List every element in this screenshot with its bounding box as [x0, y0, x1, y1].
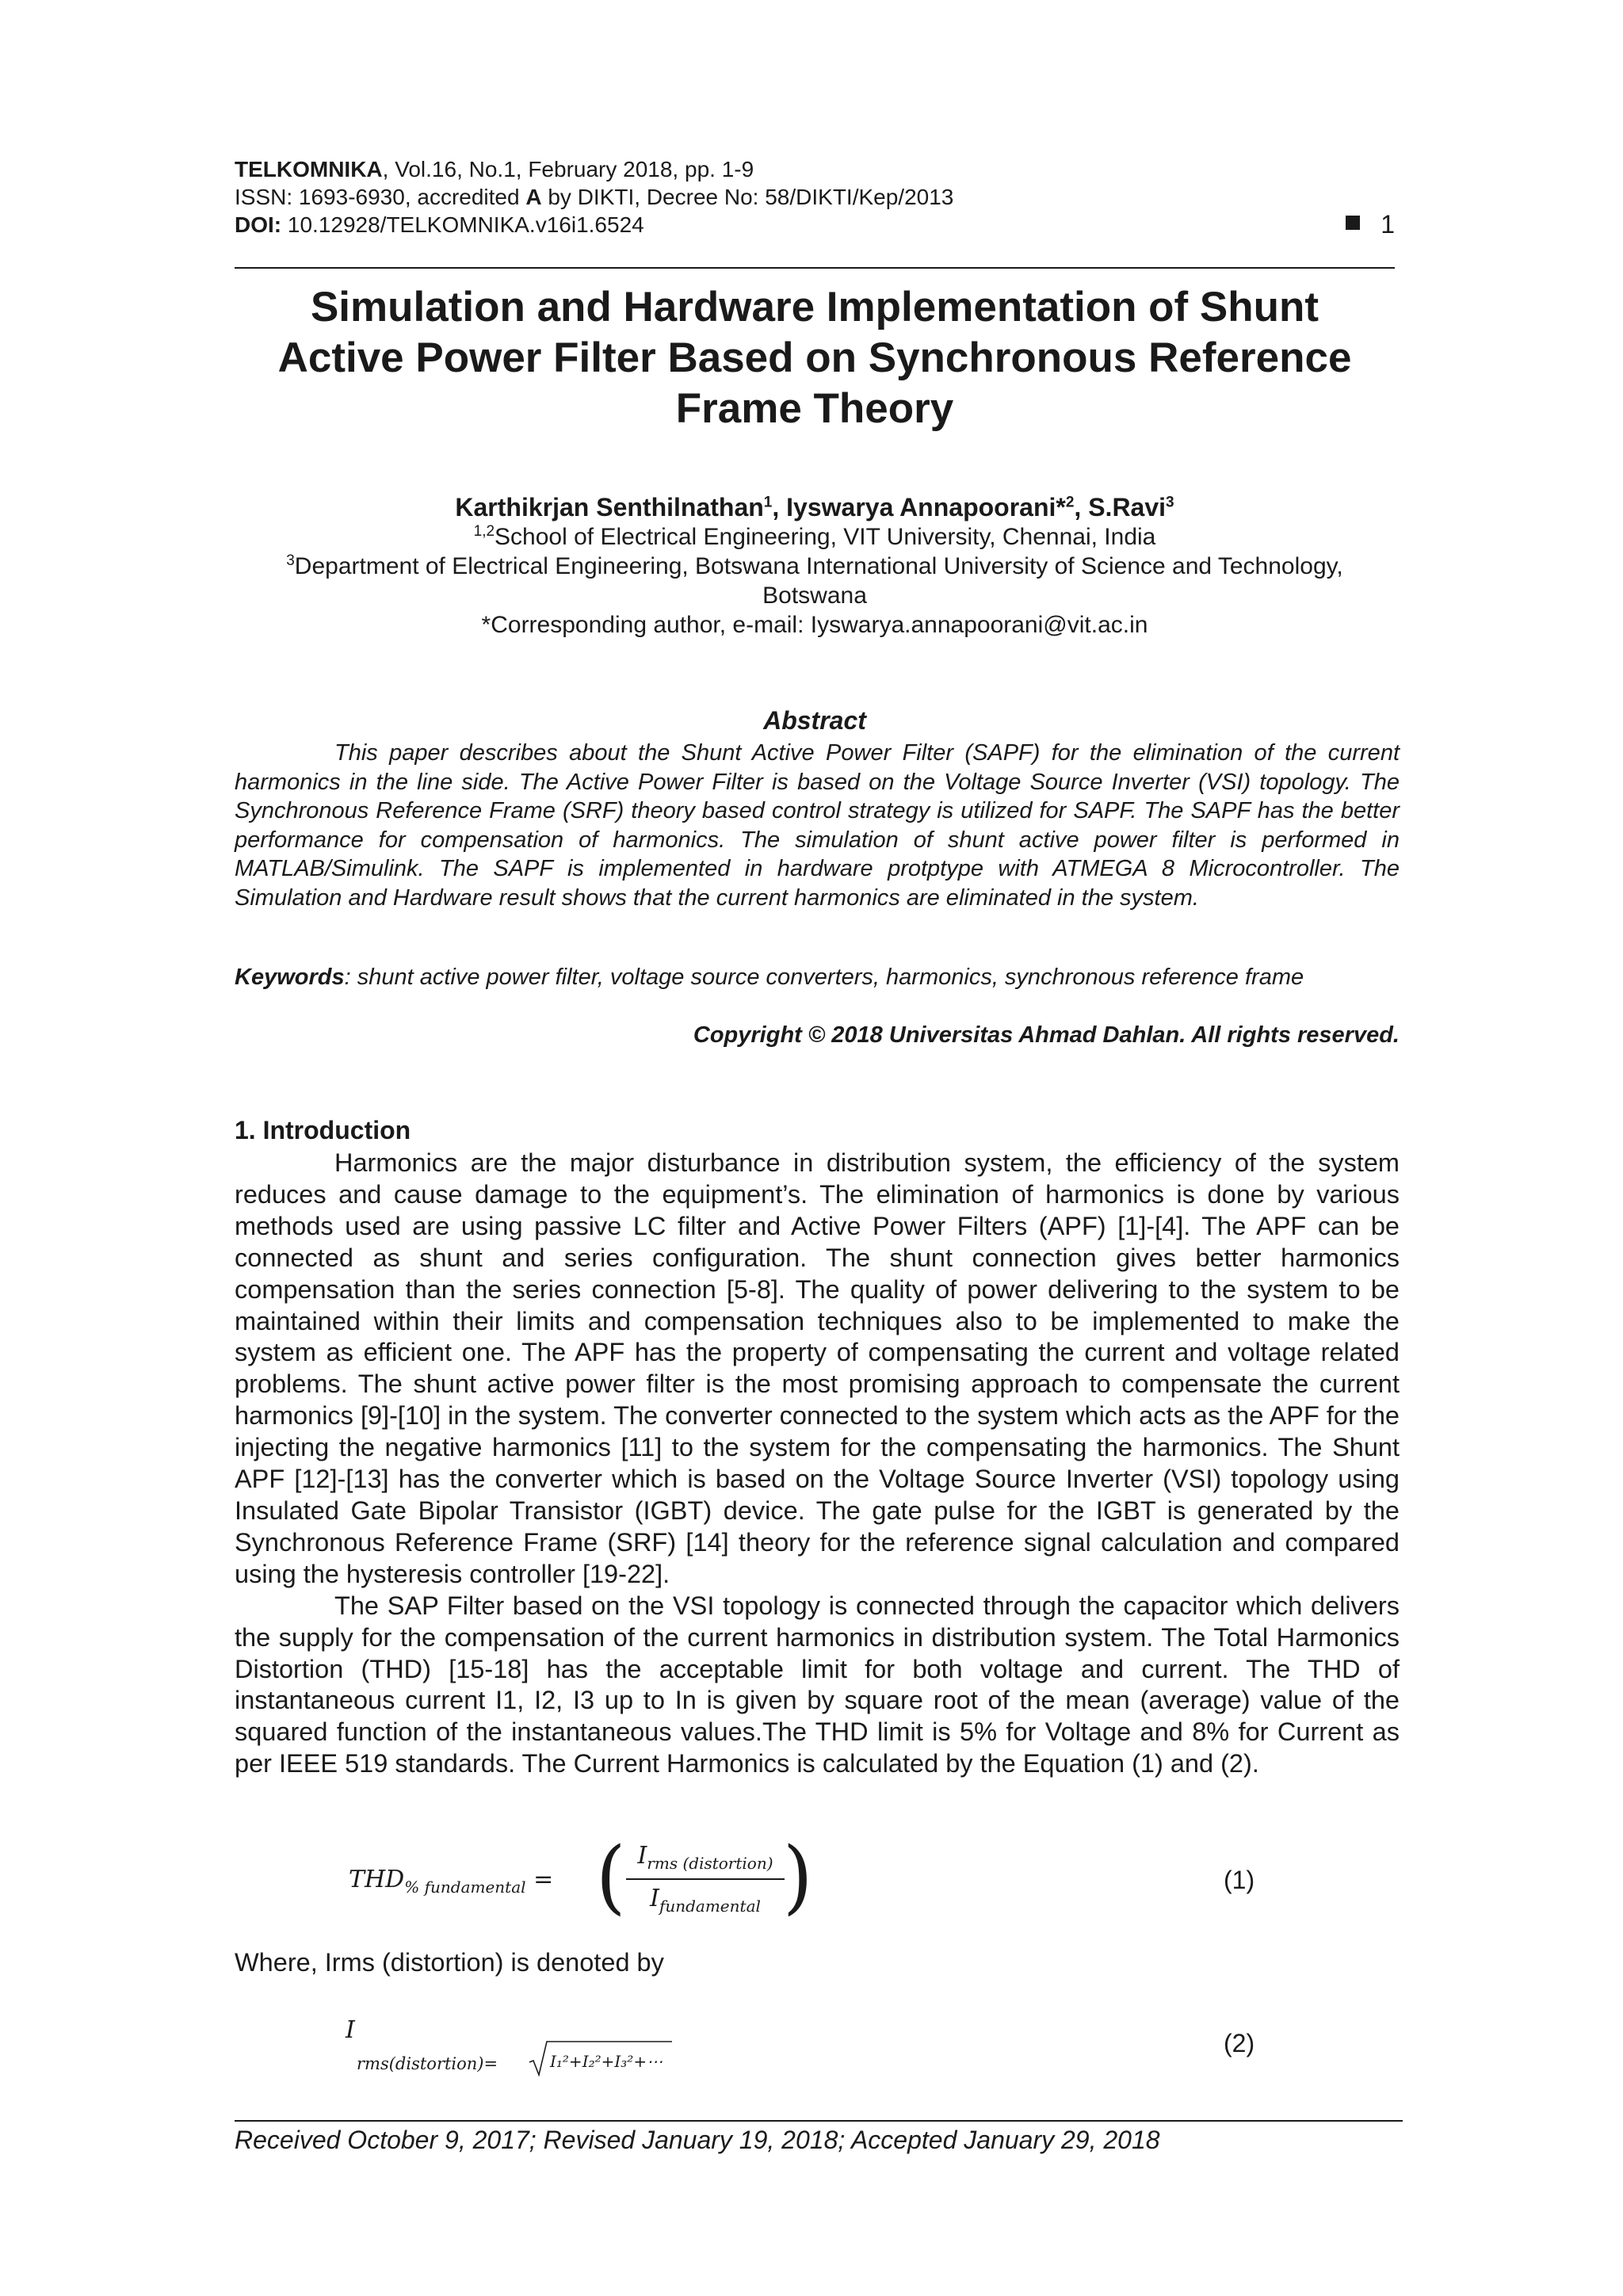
issn-text: ISSN: 1693-6930, accredited: [235, 185, 526, 209]
journal-header: [235, 155, 1395, 239]
page-number: [1346, 211, 1395, 239]
header-line-1: [235, 155, 1395, 183]
fraction-bar: [626, 1878, 785, 1880]
abstract-text: This paper describes about the Shunt Active Power Filter (SAPF) for the elimination of the current harmonics in the line side. The Active Power Filter is based on the Voltage Source Inverter (VSI) topology. The Synchronous Reference Frame (SRF) theory based control strategy is utilized for SAPF. The SAPF has the better performance for compensation of harmonics. The simulation of shunt active power filter is performed in MATLAB/Simulink. The SAPF is implemented in hardware protptype with ATMEGA 8 Microcontroller. The Simulation and Hardware result shows that the current harmonics are eliminated in the system.: [235, 740, 1400, 911]
paper-title: [235, 282, 1395, 434]
square-root-icon: [529, 2040, 672, 2076]
denominator-subscript: fundamental: [659, 1897, 761, 1916]
affiliation-2-text: Department of Electrical Engineering, Botswana International University of Science and Technology,: [294, 553, 1343, 579]
section-heading-introduction: 1. Introduction: [235, 1116, 411, 1144]
doi-value: 10.12928/TELKOMNIKA.v16i1.6524: [281, 212, 644, 237]
equation-1-number: (1): [1224, 1866, 1255, 1894]
title-line-3: Frame Theory: [675, 385, 954, 432]
keywords-text: : shunt active power filter, voltage source converters, harmonics, synchronous reference frame: [344, 965, 1304, 990]
affiliation-1-text: School of Electrical Engineering, VIT University, Chennai, India: [495, 524, 1156, 550]
numerator-symbol: I: [637, 1842, 647, 1870]
thd-symbol: THD: [349, 1866, 405, 1893]
author-1: Karthikrjan Senthilnathan: [455, 493, 764, 521]
title-line-2: Active Power Filter Based on Synchronous Reference: [277, 334, 1352, 381]
left-paren-icon: (: [596, 1830, 626, 1924]
affiliation-1: [235, 522, 1395, 552]
author-names: [235, 493, 1395, 522]
equation-1-denominator: [626, 1885, 785, 1916]
keywords: [235, 963, 1400, 991]
affiliation-2: [235, 552, 1395, 581]
intro-paragraph-1: Harmonics are the major disturbance in distribution system, the efficiency of the system reduces and cause damage to the equipment’s. The elimination of harmonics is done by various methods used are using passive LC filter and Active Power Filters (APF) [1]-[4]. The APF can be connected as shunt and series configuration. The shunt connection gives better harmonics compensation than the series connection [5-8]. The quality of power delivering to the system to be maintained within their limits and compensation techniques also to be implemented to make the system as efficient one. The APF has the property of compensating the current and voltage related problems. The shunt active power filter is the most promising approach to compensate the current harmonics [9]-[10] in the system. The converter connected to the system which acts as the APF for the injecting the negative harmonics [11] to the system for the compensating the harmonics. The Shunt APF [12]-[13] has the converter which is based on the Voltage Source Inverter (VSI) topology using Insulated Gate Bipolar Transistor (IGBT) device. The gate pulse for the IGBT is generated by the Synchronous Reference Frame (SRF) [14] theory for the reference signal calculation and compared using the hysteresis controller [19-22].: [235, 1148, 1400, 1588]
author-1-sup: 1: [763, 494, 773, 511]
author-block: [235, 493, 1395, 640]
doi-label: DOI:: [235, 212, 282, 237]
square-bullet-icon: [1346, 216, 1360, 230]
affiliation-1-sup: 1,2: [473, 523, 495, 540]
radicand: I₁²+I₂²+I₃²+⋯: [550, 2052, 663, 2071]
accreditation-text: by DIKTI, Decree No: 58/DIKTI/Kep/2013: [541, 185, 954, 209]
copyright-notice: Copyright © 2018 Universitas Ahmad Dahlan. All rights reserved.: [693, 1022, 1400, 1048]
author-3-sup: 3: [1166, 494, 1174, 511]
accreditation-grade: A: [525, 185, 542, 209]
header-line-2: [235, 183, 1395, 211]
abstract-heading: Abstract: [763, 706, 866, 735]
equals-sign: =: [533, 1866, 554, 1893]
header-rule: [235, 267, 1395, 269]
journal-issue: , Vol.16, No.1, February 2018, pp. 1-9: [382, 157, 754, 181]
footer-rule: [235, 2120, 1403, 2122]
equation-2-symbol: I: [346, 2016, 355, 2044]
equation-2-subscript: rms(distortion)=: [357, 2054, 498, 2073]
title-line-1: Simulation and Hardware Implementation of Shunt: [310, 284, 1319, 330]
keywords-label: Keywords: [235, 965, 345, 990]
denominator-symbol: I: [650, 1885, 659, 1912]
equation-1-numerator: [626, 1842, 785, 1873]
numerator-subscript: rms (distortion): [647, 1854, 773, 1873]
equation-2-number: (2): [1224, 2029, 1255, 2057]
introduction-body: [235, 1148, 1400, 1780]
affiliation-2-cont: Botswana: [762, 583, 867, 609]
author-2: , Iyswarya Annapoorani*: [772, 493, 1066, 521]
author-3: , S.Ravi: [1074, 493, 1167, 521]
right-paren-icon: ): [783, 1830, 813, 1924]
corresponding-author: *Corresponding author, e-mail: Iyswarya.annapoorani@vit.ac.in: [481, 612, 1148, 638]
affiliation-2-sup: 3: [286, 552, 295, 569]
where-text: Where, Irms (distortion) is denoted by: [235, 1948, 664, 1977]
page-number-value: 1: [1381, 210, 1395, 239]
header-line-3: [235, 211, 1395, 239]
intro-paragraph-2: The SAP Filter based on the VSI topology is connected through the capacitor which delivers the supply for the compensation of the current harmonics in distribution system. The Total Harmonics Distortion (THD) [15-18] has the acceptable limit for both voltage and current. The THD of instantaneous current I1, I2, I3 up to In is given by square root of the mean (average) value of the squared function of the instantaneous values.The THD limit is 5% for Voltage and 8% for Current as per IEEE 519 standards. The Current Harmonics is calculated by the Equation (1) and (2).: [235, 1591, 1400, 1778]
equation-1-lhs: [349, 1866, 553, 1897]
journal-name: TELKOMNIKA: [235, 157, 383, 181]
author-2-sup: 2: [1065, 494, 1075, 511]
thd-subscript: % fundamental: [404, 1878, 526, 1897]
received-dates: Received October 9, 2017; Revised January 19, 2018; Accepted January 29, 2018: [235, 2126, 1160, 2154]
